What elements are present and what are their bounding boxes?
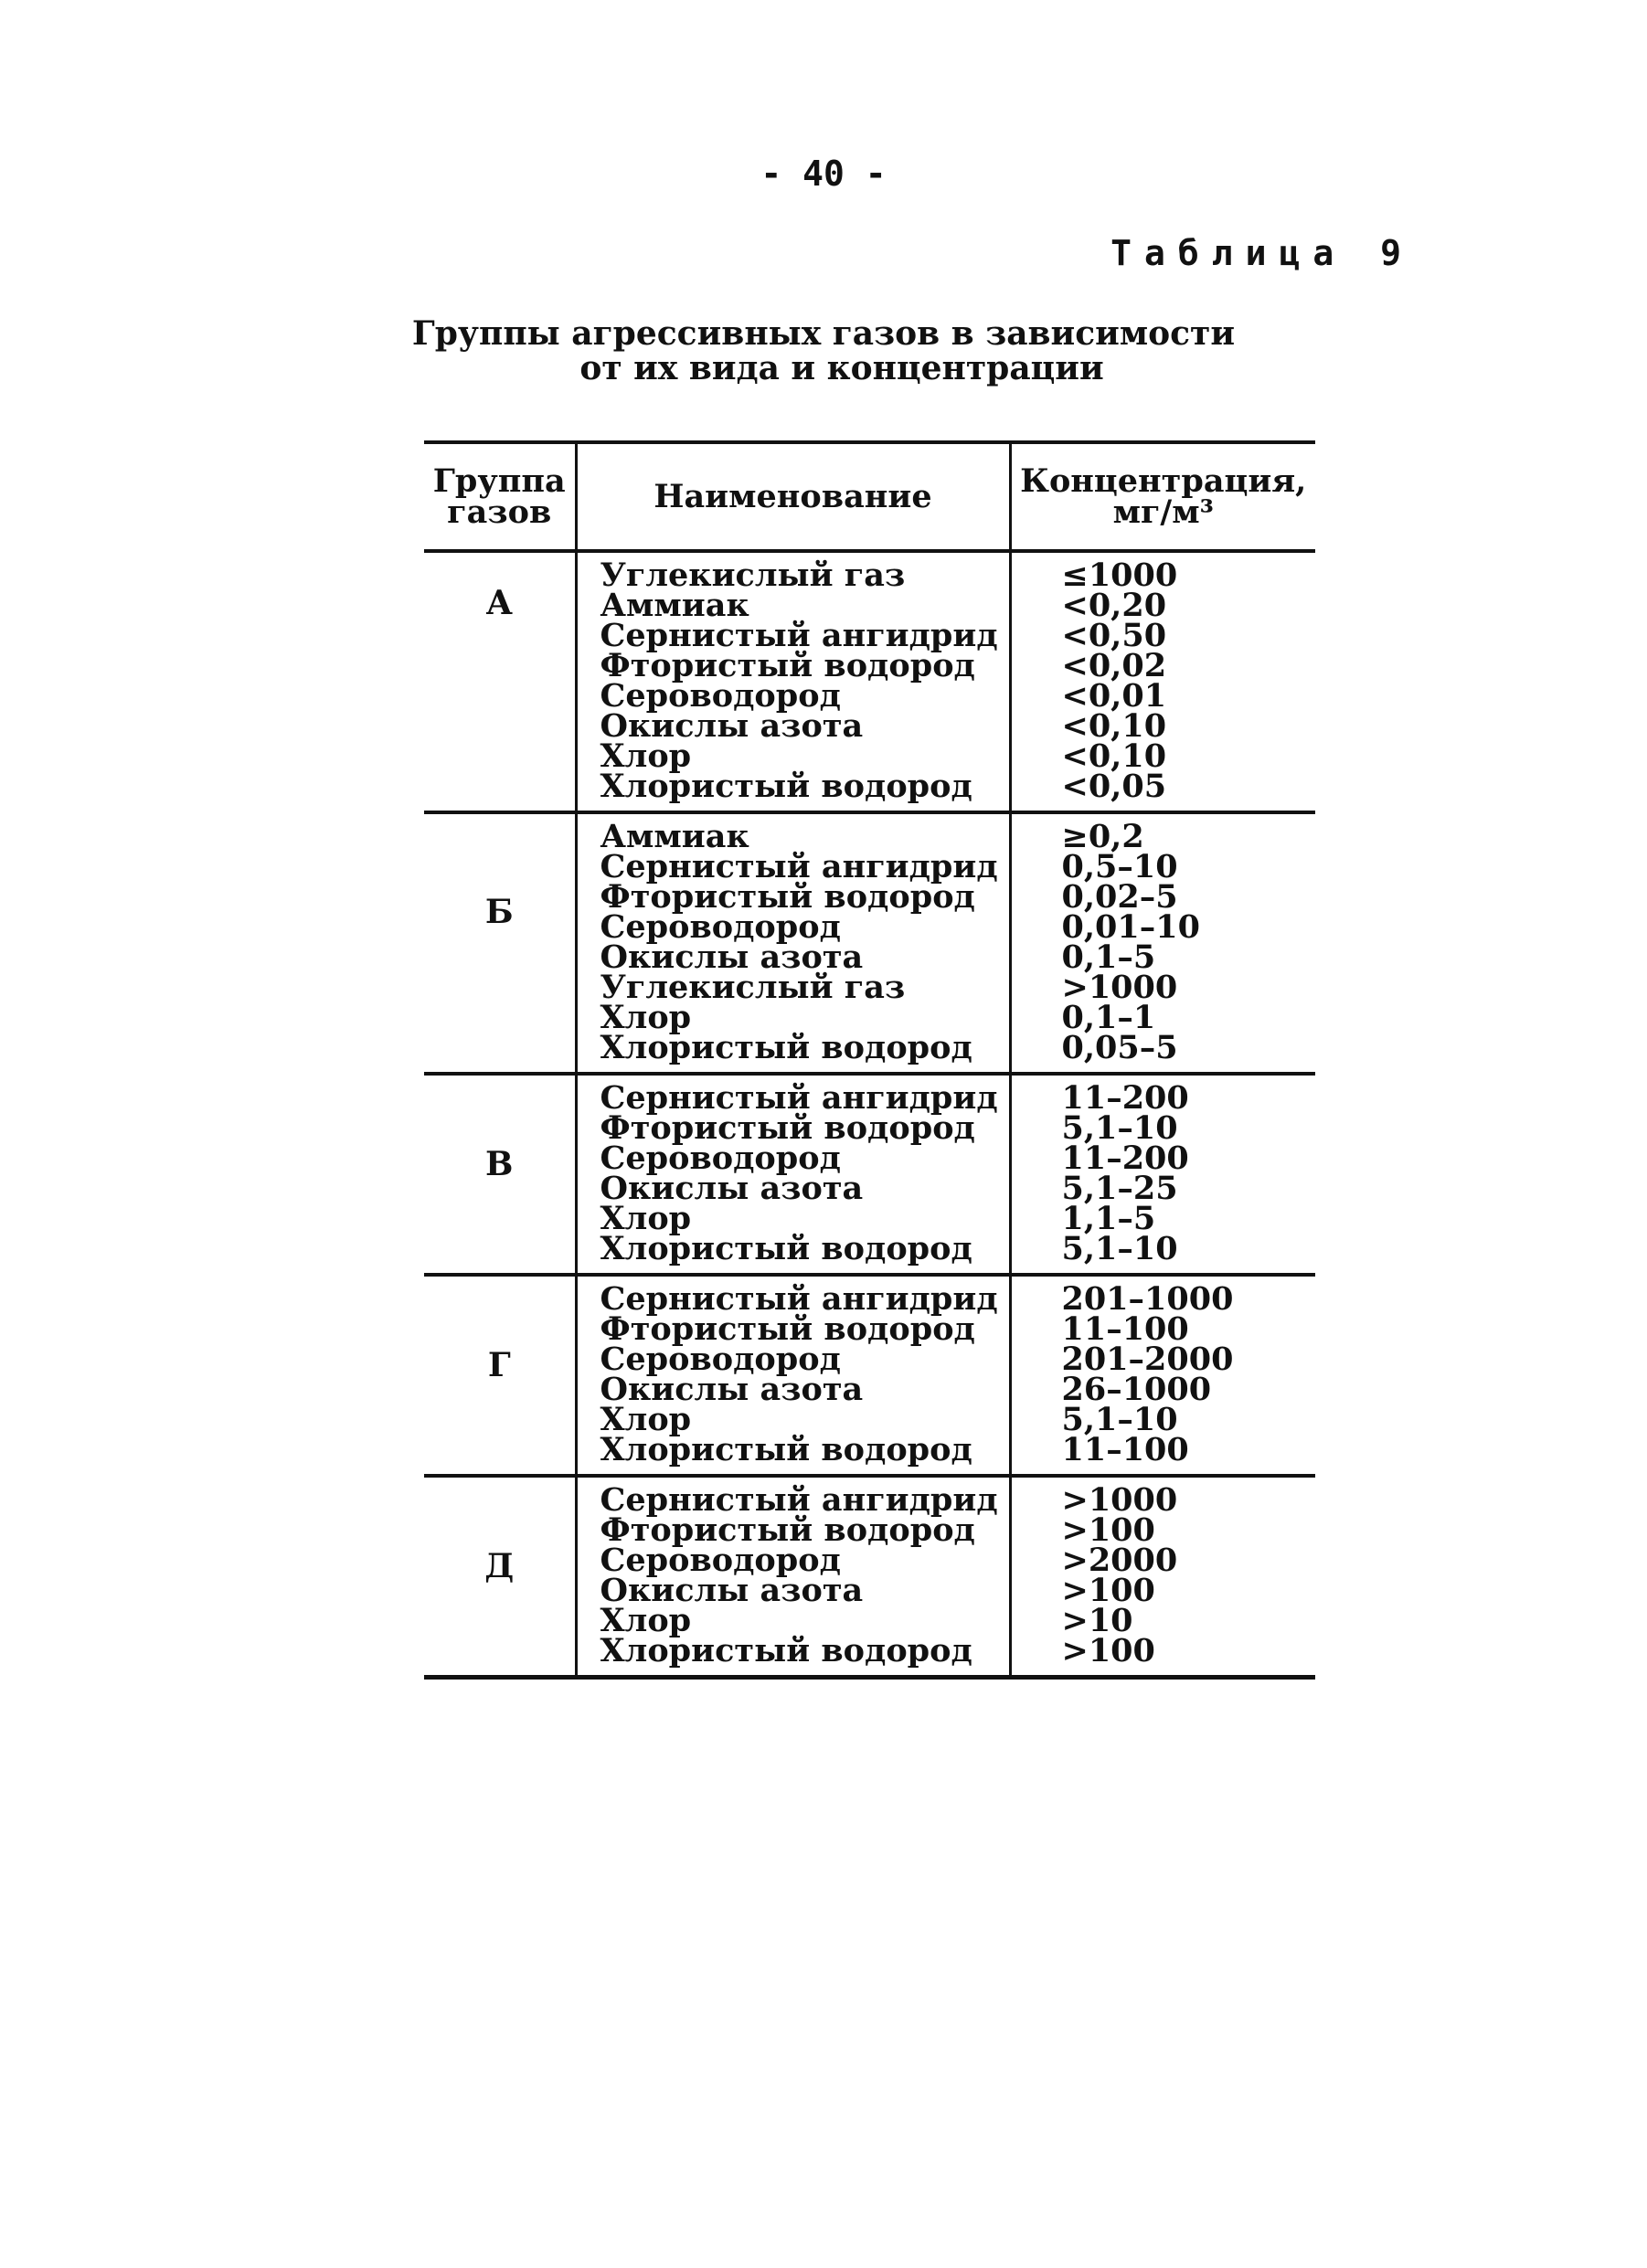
header-conc-line-1: Концентрация,: [1020, 461, 1307, 500]
header-group-line-1: Группа: [432, 461, 566, 500]
concentration-list: [1012, 556, 1316, 805]
table-row: [424, 812, 1315, 1074]
concentration-value: 11–200: [1061, 1079, 1189, 1117]
group-letter: Д: [484, 1547, 515, 1585]
concentration-value: <0,01: [1061, 677, 1167, 715]
concentration-cell: [1010, 1476, 1315, 1678]
group-letter: Г: [487, 1346, 511, 1384]
concentration-value: 5,1–10: [1061, 1109, 1178, 1147]
gas-name: Хлор: [600, 1602, 692, 1639]
gas-name: Фтористый водород: [600, 1310, 975, 1348]
table-title: [0, 316, 1647, 386]
gas-name: Сероводород: [600, 677, 841, 715]
names-cell: [576, 1476, 1010, 1678]
gas-groups-table: [424, 440, 1315, 1680]
concentration-value: 201–2000: [1061, 1341, 1234, 1378]
concentration-list: [1012, 1280, 1316, 1468]
gas-name: Хлористый водород: [600, 1431, 972, 1468]
group-cell: [424, 812, 576, 1074]
concentration-value: 5,1–10: [1061, 1401, 1178, 1438]
gas-name: Окислы азота: [600, 1170, 864, 1207]
concentration-value: >2000: [1061, 1542, 1178, 1579]
gas-name: Сероводород: [600, 908, 841, 946]
concentration-value: 5,1–10: [1061, 1230, 1178, 1267]
gas-name: Фтористый водород: [600, 1109, 975, 1147]
concentration-value: <0,10: [1061, 707, 1167, 745]
header-group-line-2: газов: [447, 493, 552, 531]
concentration-value: <0,02: [1061, 647, 1167, 684]
concentration-value: >100: [1061, 1632, 1155, 1669]
gas-name: Сернистый ангидрид: [600, 848, 998, 885]
concentration-value: <0,10: [1061, 737, 1167, 775]
title-line-1: Группы агрессивных газов в зависимости: [411, 314, 1236, 353]
gas-name: Сернистый ангидрид: [600, 1280, 998, 1318]
concentration-list: [1012, 1481, 1316, 1669]
concentration-value: 26–1000: [1061, 1371, 1212, 1408]
gas-name: Хлористый водород: [600, 768, 972, 805]
names-cell: [576, 1275, 1010, 1476]
gas-name: Сернистый ангидрид: [600, 1481, 998, 1519]
gas-name: Хлор: [600, 999, 692, 1036]
concentration-value: <0,05: [1061, 768, 1167, 805]
gas-name: Фтористый водород: [600, 647, 975, 684]
header-conc-line-2: мг/м³: [1112, 493, 1214, 531]
gas-name: Сернистый ангидрид: [600, 617, 998, 654]
header-name: [576, 442, 1010, 551]
table-label: Таблица 9: [1110, 233, 1414, 273]
gas-name: Хлористый водород: [600, 1029, 972, 1066]
table-row: [424, 551, 1315, 812]
concentration-value: >1000: [1061, 1481, 1178, 1519]
table-row: [424, 1476, 1315, 1678]
gas-name: Хлористый водород: [600, 1230, 972, 1267]
concentration-value: >10: [1061, 1602, 1133, 1639]
concentration-list: [1012, 818, 1316, 1066]
gas-name: Хлористый водород: [600, 1632, 972, 1669]
group-cell: [424, 551, 576, 812]
gas-name-list: [578, 818, 1009, 1066]
concentration-value: 11–100: [1061, 1310, 1189, 1348]
gas-name: Хлор: [600, 1401, 692, 1438]
concentration-value: 0,01–10: [1061, 908, 1200, 946]
gas-name: Аммиак: [600, 818, 749, 855]
gas-name: Хлор: [600, 737, 692, 775]
gas-name: Фтористый водород: [600, 1511, 975, 1549]
page-number: - 40 -: [760, 154, 887, 194]
concentration-value: 11–100: [1061, 1431, 1189, 1468]
concentration-value: 5,1–25: [1061, 1170, 1178, 1207]
gas-name: Углекислый газ: [600, 969, 906, 1006]
concentration-cell: [1010, 1074, 1315, 1275]
names-cell: [576, 812, 1010, 1074]
gas-name: Аммиак: [600, 587, 749, 624]
concentration-value: >1000: [1061, 969, 1178, 1006]
concentration-cell: [1010, 812, 1315, 1074]
table-row: [424, 1074, 1315, 1275]
header-name-text: Наименование: [653, 477, 932, 515]
group-cell: [424, 1275, 576, 1476]
group-cell: [424, 1074, 576, 1275]
concentration-value: <0,20: [1061, 587, 1167, 624]
group-letter: А: [485, 584, 513, 622]
table-row: [424, 1275, 1315, 1476]
gas-name-list: [578, 1079, 1009, 1267]
gas-name: Окислы азота: [600, 707, 864, 745]
concentration-cell: [1010, 1275, 1315, 1476]
concentration-value: 11–200: [1061, 1139, 1189, 1177]
gas-name: Сероводород: [600, 1139, 841, 1177]
concentration-value: >100: [1061, 1572, 1155, 1609]
concentration-value: >100: [1061, 1511, 1155, 1549]
concentration-value: ≤1000: [1061, 556, 1178, 594]
header-group: [424, 442, 576, 551]
gas-name: Сернистый ангидрид: [600, 1079, 998, 1117]
concentration-cell: [1010, 551, 1315, 812]
concentration-value: 1,1–5: [1061, 1200, 1156, 1237]
group-letter: В: [485, 1145, 514, 1183]
gas-name: Хлор: [600, 1200, 692, 1237]
gas-name: Углекислый газ: [600, 556, 906, 594]
gas-name: Сероводород: [600, 1341, 841, 1378]
title-line-2: от их вида и концентрации: [579, 349, 1104, 387]
concentration-value: 0,05–5: [1061, 1029, 1178, 1066]
concentration-value: 201–1000: [1061, 1280, 1234, 1318]
concentration-value: ≥0,2: [1061, 818, 1144, 855]
gas-name: Окислы азота: [600, 938, 864, 976]
concentration-value: 0,1–1: [1061, 999, 1156, 1036]
concentration-value: 0,02–5: [1061, 878, 1178, 916]
gas-name-list: [578, 556, 1009, 805]
table-header-row: [424, 442, 1315, 551]
gas-name: Фтористый водород: [600, 878, 975, 916]
table-body: [424, 551, 1315, 1678]
gas-name: Окислы азота: [600, 1371, 864, 1408]
names-cell: [576, 551, 1010, 812]
names-cell: [576, 1074, 1010, 1275]
header-concentration: [1010, 442, 1315, 551]
gas-name-list: [578, 1280, 1009, 1468]
group-letter: Б: [484, 893, 514, 931]
concentration-list: [1012, 1079, 1316, 1267]
gas-name-list: [578, 1481, 1009, 1669]
gas-name: Окислы азота: [600, 1572, 864, 1609]
group-cell: [424, 1476, 576, 1678]
concentration-value: 0,1–5: [1061, 938, 1156, 976]
gas-name: Сероводород: [600, 1542, 841, 1579]
concentration-value: <0,50: [1061, 617, 1167, 654]
concentration-value: 0,5–10: [1061, 848, 1178, 885]
